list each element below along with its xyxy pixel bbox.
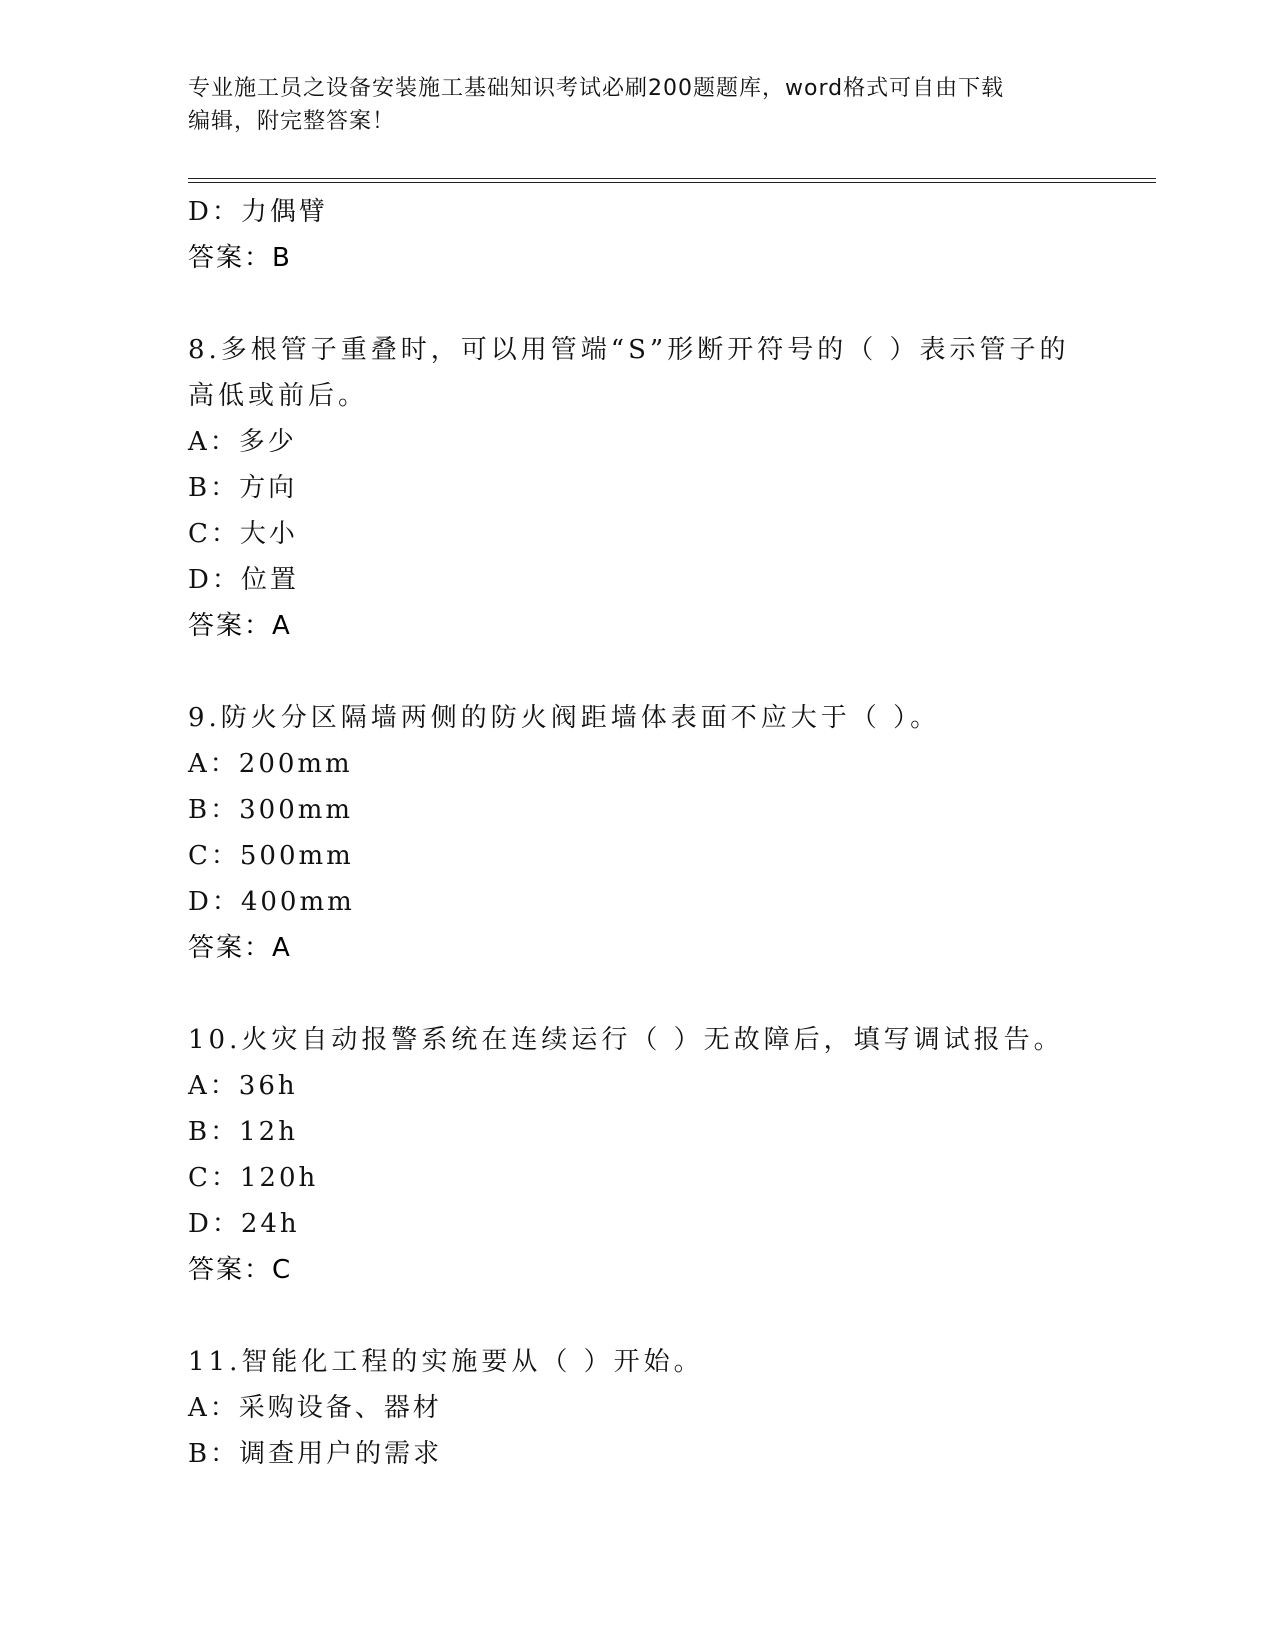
question-11	[188, 1339, 1148, 1477]
answer-label: 答案：B	[188, 243, 292, 273]
option-c: C：120h	[188, 1163, 319, 1193]
spacer	[188, 971, 1148, 1017]
option-a: A：采购设备、器材	[188, 1393, 442, 1423]
spacer	[188, 1293, 1148, 1339]
option-d: D：400mm	[188, 887, 355, 917]
option-b: B：方向	[188, 473, 298, 503]
option-d: D：24h	[188, 1209, 300, 1239]
spacer	[188, 649, 1148, 695]
option-d: D：位置	[188, 565, 299, 595]
answer-label: 答案：A	[188, 933, 292, 963]
option-b: B：300mm	[188, 795, 354, 825]
option-a: A：36h	[188, 1071, 298, 1101]
question-stem: 10.火灾自动报警系统在连续运行（ ）无故障后，填写调试报告。	[188, 1025, 1064, 1055]
header-title-line-2: 编辑，附完整答案！	[188, 109, 396, 134]
spacer	[188, 281, 1148, 327]
question-stem: 8.多根管子重叠时，可以用管端“S”形断开符号的（ ）表示管子的	[188, 335, 1070, 365]
question-9	[188, 695, 1148, 971]
question-stem: 11.智能化工程的实施要从（ ）开始。	[188, 1347, 704, 1377]
answer-label: 答案：A	[188, 611, 292, 641]
option-c: C：大小	[188, 519, 298, 549]
question-stem: 9.防火分区隔墙两侧的防火阀距墙体表面不应大于（ ）。	[188, 703, 941, 733]
answer-label: 答案：C	[188, 1255, 293, 1285]
option-d: D：力偶臂	[188, 197, 328, 227]
question-list	[188, 189, 1148, 1477]
option-c: C：500mm	[188, 841, 354, 871]
question-10	[188, 1017, 1148, 1293]
option-a: A：多少	[188, 427, 297, 457]
header-title-line-1: 专业施工员之设备安装施工基础知识考试必刷200题题库，word格式可自由下载	[188, 76, 1005, 101]
option-b: B：调查用户的需求	[188, 1439, 443, 1469]
option-b: B：12h	[188, 1117, 298, 1147]
question-8	[188, 327, 1148, 649]
option-a: A：200mm	[188, 749, 353, 779]
page-header	[188, 72, 1068, 138]
question-stem: 高低或前后。	[188, 381, 369, 411]
header-divider	[188, 178, 1156, 183]
